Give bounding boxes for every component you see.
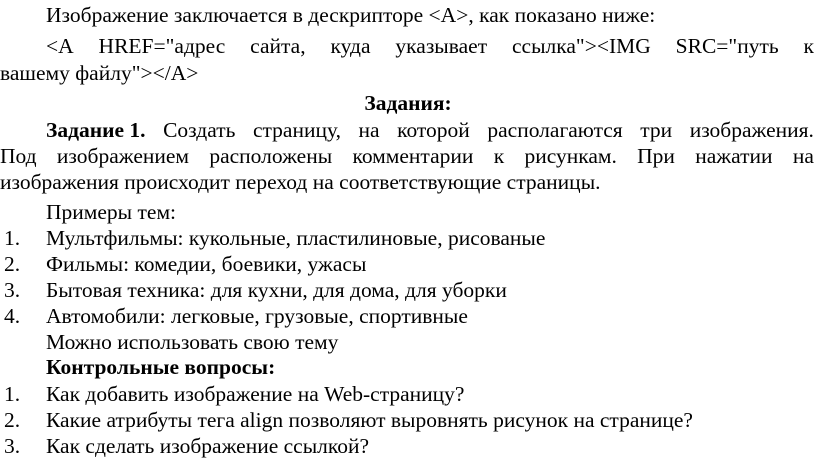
code-word: SRC="путь xyxy=(675,34,779,58)
list-item-text: Мультфильмы: кукольные, пластилиновые, рисованые xyxy=(46,226,546,250)
list-number: 4. xyxy=(4,304,21,328)
task-word: Под xyxy=(0,144,37,168)
task-word: три xyxy=(640,118,673,142)
task-word: При xyxy=(637,144,675,168)
task-word: рисункам. xyxy=(524,144,617,168)
task-word: нажатии xyxy=(695,144,773,168)
task-word: изображением xyxy=(56,144,190,168)
intro-line: Изображение заключается в дескрипторе <A>, как показано ниже: xyxy=(46,3,656,27)
list-item-text: Бытовая техника: для кухни, для дома, для уборки xyxy=(46,278,507,302)
question-text: Как добавить изображение на Web-страницу? xyxy=(46,382,465,406)
questions-heading: Контрольные вопросы: xyxy=(46,355,276,379)
code-word: куда xyxy=(330,34,371,58)
list-item xyxy=(0,225,816,251)
task1-second-line xyxy=(0,143,814,169)
task-word: расположены xyxy=(209,144,333,168)
task1-third-line: изображения происходит переход на соответствующие страницы. xyxy=(0,170,601,194)
examples-heading: Примеры тем: xyxy=(46,200,177,224)
task1-first-line xyxy=(0,117,814,143)
task-word: располагаются xyxy=(487,118,623,142)
question-text: Как сделать изображение ссылкой? xyxy=(46,434,370,458)
code-word: к xyxy=(803,34,814,58)
task-word: страницу, xyxy=(252,118,341,142)
list-item-text: Автомобили: легковые, грузовые, спортивные xyxy=(46,304,468,328)
task-word: изображения. xyxy=(689,118,814,142)
list-number: 1. xyxy=(4,226,21,250)
tasks-heading: Задания: xyxy=(364,91,452,115)
code-word: ссылка"><IMG xyxy=(512,34,651,58)
code-example-line xyxy=(0,33,814,59)
task-word: Создать xyxy=(163,118,236,142)
task-word: которой xyxy=(397,118,470,142)
list-number: 2. xyxy=(4,252,21,276)
code-word: указывает xyxy=(395,34,488,58)
task-word: к xyxy=(493,144,505,168)
question-text: Какие атрибуты тега align позволяют выровнять рисунок на странице? xyxy=(46,408,693,432)
list-item xyxy=(0,277,816,303)
list-number: 1. xyxy=(4,382,21,406)
code-word: <A xyxy=(46,34,74,58)
task-word: комментарии xyxy=(352,144,474,168)
task-word: на xyxy=(358,118,380,142)
list-item xyxy=(0,251,816,277)
question-item xyxy=(0,381,816,407)
list-number: 2. xyxy=(4,408,21,432)
list-number: 3. xyxy=(4,434,21,458)
list-item-text: Фильмы: комедии, боевики, ужасы xyxy=(46,252,367,276)
own-topic-note: Можно использовать свою тему xyxy=(46,330,339,354)
list-item xyxy=(0,303,816,329)
code-word: HREF="адрес xyxy=(98,34,226,58)
list-number: 3. xyxy=(4,278,21,302)
task1-label: Задание 1. xyxy=(46,118,146,142)
task-word: на xyxy=(792,144,814,168)
code-example-continuation: вашему файлу"></A> xyxy=(0,61,199,85)
question-item xyxy=(0,407,816,433)
code-word: сайта, xyxy=(250,34,306,58)
question-item xyxy=(0,433,816,459)
